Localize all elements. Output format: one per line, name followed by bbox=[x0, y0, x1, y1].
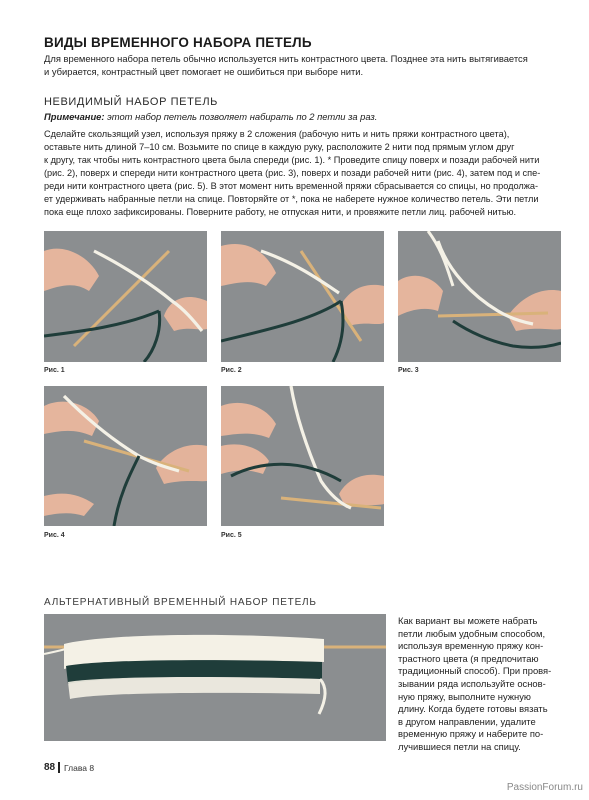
figure-1-caption: Рис. 1 bbox=[44, 367, 65, 374]
figure-3-photo bbox=[398, 231, 561, 362]
figure-5-photo bbox=[221, 386, 384, 526]
instructions-paragraph bbox=[44, 128, 564, 219]
instruction-line: к другу, так чтобы нить контрастного цвета была спереди (рис. 1). * Проведите спицу поверх и позади рабочей нити bbox=[44, 155, 540, 165]
figure-4-caption: Рис. 4 bbox=[44, 532, 65, 539]
description-line: ную пряжу, выполните нужную bbox=[398, 690, 531, 702]
description-line: в другом направлении, удалите bbox=[398, 715, 536, 727]
note-label: Примечание: bbox=[44, 111, 105, 122]
footer-divider bbox=[58, 762, 60, 773]
intro-paragraph bbox=[44, 52, 559, 78]
description-line: зывании ряда используйте основ- bbox=[398, 677, 546, 689]
figure-3-caption: Рис. 3 bbox=[398, 367, 419, 374]
description-line: длину. Когда будете готовы вязать bbox=[398, 703, 548, 715]
figure-2-photo bbox=[221, 231, 384, 362]
figure-5-caption: Рис. 5 bbox=[221, 532, 242, 539]
instruction-line: оставьте нить длиной 7–10 см. Возьмите по спице в каждую руку, расположите 2 нити под прямым углом друг bbox=[44, 142, 515, 152]
section-heading-invisible-cast-on: НЕВИДИМЫЙ НАБОР ПЕТЕЛЬ bbox=[44, 96, 219, 108]
knitted-swatch-photo bbox=[44, 614, 386, 741]
description-line: Как вариант вы можете набрать bbox=[398, 615, 538, 626]
page-number: 88 bbox=[44, 762, 56, 773]
intro-line: и убирается, контрастный цвет помогает не ошибиться при выборе нити. bbox=[44, 66, 364, 77]
chapter-label: Глава 8 bbox=[64, 763, 95, 773]
description-line: традиционный способ). При провя- bbox=[398, 665, 552, 677]
figure-1-photo bbox=[44, 231, 207, 362]
instruction-line: (рис. 2), поверх и спереди нити контрастного цвета (рис. 3), поверх и позади рабочей нити (рис. 4), затем под и спе- bbox=[44, 168, 541, 178]
instruction-line: ет удерживать набранные петли на спице. Повторяйте от *, пока не наберете нужное количество петель. Эти петли bbox=[44, 194, 539, 204]
instruction-line: пока еще плохо зафиксированы. Поверните работу, не отпуская нити, и провяжите петли лиц. рабочей нитью. bbox=[44, 207, 517, 217]
description-line: петли любым удобным способом, bbox=[398, 627, 546, 639]
note bbox=[44, 111, 377, 122]
instruction-line: реди нити контрастного цвета (рис. 5). В этот момент нить временной пряжи сбрасывается со спицы, но продолжа- bbox=[44, 181, 539, 191]
description-line: временную пряжу и наберите по- bbox=[398, 728, 544, 740]
figure-2-caption: Рис. 2 bbox=[221, 367, 242, 374]
description-line: лучившиеся петли на спицу. bbox=[398, 740, 521, 752]
watermark: PassionForum.ru bbox=[506, 782, 583, 793]
note-text: этот набор петель позволяет набирать по 2 петли за раз. bbox=[104, 111, 378, 122]
instruction-line: Сделайте скользящий узел, используя пряжу в 2 сложения (рабочую нить и нить пряжи контрастного цвета), bbox=[44, 129, 510, 139]
description-line: трастного цвета (я предпочитаю bbox=[398, 652, 539, 664]
description-line: используя временную пряжу кон- bbox=[398, 640, 544, 652]
intro-line: Для временного набора петель обычно используется нить контрастного цвета. Позднее эта нить вытягивается bbox=[44, 53, 528, 64]
section-heading-alternative-cast-on: АЛЬТЕРНАТИВНЫЙ ВРЕМЕННЫЙ НАБОР ПЕТЕЛЬ bbox=[44, 597, 317, 608]
figure-4-photo bbox=[44, 386, 207, 526]
alternative-description bbox=[398, 615, 556, 754]
page-title: ВИДЫ ВРЕМЕННОГО НАБОРА ПЕТЕЛЬ bbox=[44, 35, 312, 50]
